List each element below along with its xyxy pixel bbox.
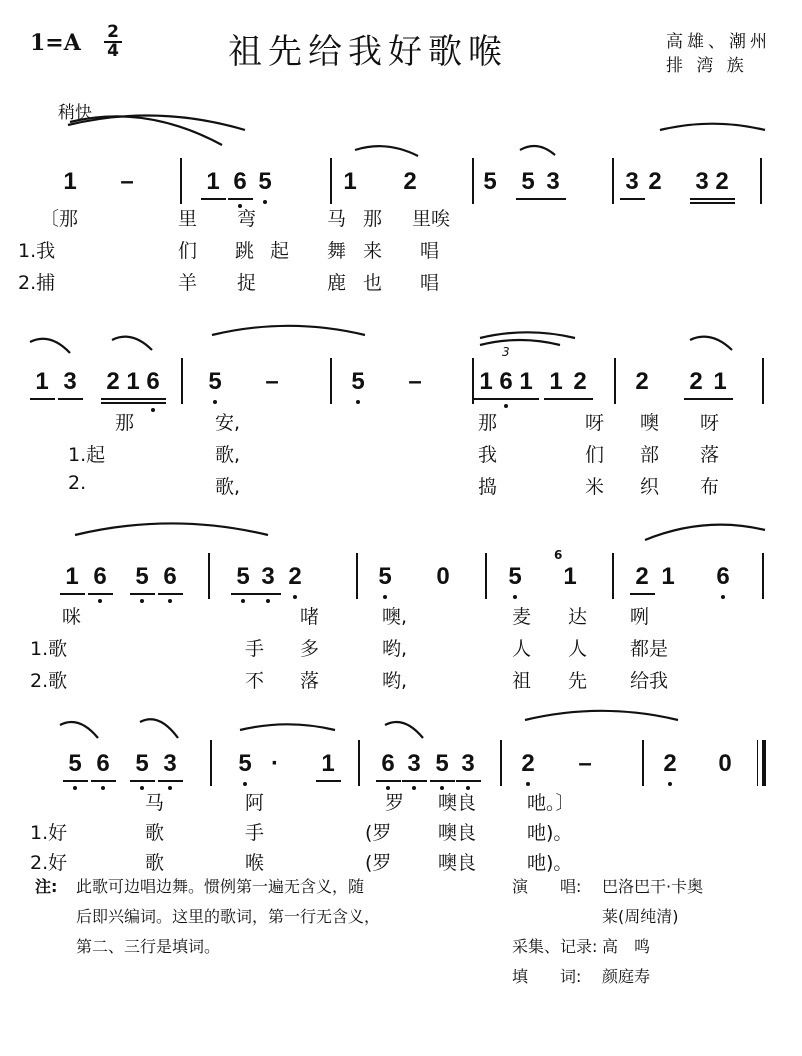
note: – xyxy=(265,368,279,395)
note: 2 xyxy=(635,563,649,590)
beam-underline xyxy=(91,780,116,782)
barline xyxy=(485,553,487,599)
lyric-syllable: 捣 xyxy=(478,476,498,498)
origin-place: 高雄、潮州 xyxy=(666,32,771,52)
slur xyxy=(212,326,365,335)
slur xyxy=(385,722,423,738)
barline xyxy=(760,158,762,204)
slur xyxy=(112,337,152,350)
beam-underline xyxy=(710,198,735,200)
lyric-syllable: 2.歌 xyxy=(30,670,68,692)
lyric-syllable: 舞 xyxy=(327,240,347,262)
beam-underline xyxy=(456,780,481,782)
time-bottom: 4 xyxy=(107,41,119,61)
barline xyxy=(208,553,210,599)
lyric-syllable: 噢良 xyxy=(438,852,477,874)
note: – xyxy=(120,168,134,195)
lyric-syllable: 也 xyxy=(363,272,383,294)
grace-note: 6 xyxy=(554,548,563,562)
note: 2 xyxy=(635,368,649,395)
note: 6 xyxy=(716,563,730,590)
low-octave-dot xyxy=(668,782,672,786)
note: 1 xyxy=(343,168,357,195)
low-octave-dot xyxy=(213,400,217,404)
beam-underline xyxy=(130,780,155,782)
note: 1 xyxy=(35,368,49,395)
lyric-syllable: 噢良 xyxy=(438,792,477,814)
note: 6 xyxy=(499,368,513,395)
lyric-syllable: 多 xyxy=(300,638,320,660)
triplet-mark: 3 xyxy=(502,345,510,359)
beam-underline xyxy=(256,593,281,595)
lyric-syllable: 1.起 xyxy=(68,444,106,466)
final-barline xyxy=(762,740,766,786)
beam-underline xyxy=(516,198,541,200)
note: 0 xyxy=(718,750,732,777)
lyric-syllable: 罗 xyxy=(385,792,405,814)
lyric-syllable: 麦 xyxy=(512,606,532,628)
lyric-syllable: 吔)。 xyxy=(527,822,573,844)
slur xyxy=(30,339,70,353)
beam-underline xyxy=(58,398,83,400)
note: 6 xyxy=(93,563,107,590)
lyric-syllable: 不 xyxy=(245,670,265,692)
barline xyxy=(612,158,614,204)
lyric-syllable: 那 xyxy=(363,208,383,230)
note: 1 xyxy=(563,563,577,590)
note: 2 xyxy=(648,168,662,195)
lyric-syllable: 歌, xyxy=(215,444,241,466)
note: 2 xyxy=(403,168,417,195)
beam-underline xyxy=(376,780,401,782)
lyric-syllable: 啫 xyxy=(300,606,320,628)
lyric-syllable: 咪 xyxy=(62,606,82,628)
lyric-syllable: 喉 xyxy=(245,852,265,874)
lyric-syllable: 马 xyxy=(145,792,165,814)
note: – xyxy=(408,368,422,395)
low-octave-dot xyxy=(168,599,172,603)
lyric-syllable: 1.歌 xyxy=(30,638,68,660)
lyric-syllable: 手 xyxy=(245,822,265,844)
low-octave-dot xyxy=(98,599,102,603)
slur xyxy=(660,124,765,130)
note: 3 xyxy=(695,168,709,195)
low-octave-dot xyxy=(504,404,508,408)
final-barline xyxy=(757,740,758,786)
footnote-line: 后即兴编词。这里的歌词，第一行无含义， xyxy=(76,907,381,926)
low-octave-dot xyxy=(721,595,725,599)
note: 1 xyxy=(126,368,140,395)
note: 1 xyxy=(63,168,77,195)
low-octave-dot xyxy=(168,786,172,790)
barline xyxy=(181,358,183,404)
lyric-syllable: 2.好 xyxy=(30,852,68,874)
note: 3 xyxy=(407,750,421,777)
beam-underline xyxy=(141,398,166,400)
barline xyxy=(180,158,182,204)
lyric-syllable: (罗 xyxy=(365,852,392,874)
slur xyxy=(480,332,575,338)
note: 5 xyxy=(135,750,149,777)
lyric-syllable: 鹿 xyxy=(327,272,347,294)
lyric-syllable: 那 xyxy=(115,412,135,434)
beam-underline xyxy=(158,593,183,595)
note: 5 xyxy=(483,168,497,195)
lyric-syllable: 歌 xyxy=(145,852,165,874)
note: – xyxy=(578,750,592,777)
barline xyxy=(612,553,614,599)
barline xyxy=(614,358,616,404)
lyric-syllable: 呀 xyxy=(585,412,605,434)
lyric-syllable: 米 xyxy=(585,476,605,498)
credit-value: 莱(周纯清) xyxy=(602,907,679,926)
barline xyxy=(358,740,360,786)
note: 6 xyxy=(163,563,177,590)
lyric-syllable: 噢 xyxy=(640,412,660,434)
beam-underline xyxy=(620,198,645,200)
note: 3 xyxy=(261,563,275,590)
slur xyxy=(480,340,560,345)
beam-underline xyxy=(201,198,226,200)
note: 6 xyxy=(96,750,110,777)
lyric-syllable: 给我 xyxy=(630,670,669,692)
beam-underline xyxy=(228,198,253,200)
lyric-syllable: 1.我 xyxy=(18,240,56,262)
beam-underline xyxy=(684,398,709,400)
lyric-syllable: 哟, xyxy=(382,638,408,660)
lyric-syllable: 吔)。 xyxy=(527,852,573,874)
low-octave-dot xyxy=(266,599,270,603)
beam-underline xyxy=(130,593,155,595)
beam-underline xyxy=(231,593,256,595)
lyric-syllable: (罗 xyxy=(365,822,392,844)
barline xyxy=(762,358,764,404)
lyric-syllable: 跳 xyxy=(235,240,255,262)
credit-value: 颜庭寿 xyxy=(602,967,651,986)
low-octave-dot xyxy=(356,400,360,404)
slur xyxy=(75,523,268,535)
note: 3 xyxy=(461,750,475,777)
note: 1 xyxy=(479,368,493,395)
footnote-line: 此歌可边唱边舞。惯例第一遍无含义，随 xyxy=(76,877,365,896)
lyric-syllable: 弯 xyxy=(237,208,257,230)
note: 2 xyxy=(573,368,587,395)
song-title: 祖先给我好歌喉 xyxy=(228,32,508,72)
lyric-syllable: 们 xyxy=(585,444,605,466)
lyric-syllable: 布 xyxy=(700,476,720,498)
lyric-syllable: 达 xyxy=(568,606,588,628)
lyric-syllable: 噢, xyxy=(382,606,408,628)
lyric-syllable: 哟, xyxy=(382,670,408,692)
lyric-syllable: 噢良 xyxy=(438,822,477,844)
lyric-syllable: 们 xyxy=(178,240,198,262)
note: 0 xyxy=(436,563,450,590)
barline xyxy=(356,553,358,599)
lyric-syllable: 捉 xyxy=(237,272,257,294)
lyric-syllable: 那 xyxy=(478,412,498,434)
beam-underline xyxy=(158,780,183,782)
lyric-syllable: 阿 xyxy=(245,792,265,814)
lyric-syllable: 歌 xyxy=(145,822,165,844)
beam-underline xyxy=(402,780,427,782)
note: 5 xyxy=(378,563,392,590)
lyric-syllable: 先 xyxy=(568,670,588,692)
lyric-syllable: 歌, xyxy=(215,476,241,498)
barline xyxy=(642,740,644,786)
footnote-line: 第二、三行是填词。 xyxy=(76,937,221,956)
credit-value: 高 鸣 xyxy=(602,937,651,956)
beam-underline xyxy=(708,398,733,400)
note: 5 xyxy=(521,168,535,195)
lyric-syllable: 2. xyxy=(68,472,87,494)
note: 2 xyxy=(689,368,703,395)
note: 1 xyxy=(65,563,79,590)
lyric-syllable: 羊 xyxy=(178,272,198,294)
low-octave-dot xyxy=(140,786,144,790)
beam-underline xyxy=(541,198,566,200)
note: 3 xyxy=(63,368,77,395)
note: 3 xyxy=(625,168,639,195)
slur xyxy=(690,337,732,350)
lyric-syllable: 起 xyxy=(270,240,290,262)
key-signature: 1=A xyxy=(30,30,81,56)
slur xyxy=(140,719,178,738)
lyric-syllable: 手 xyxy=(245,638,265,660)
low-octave-dot xyxy=(383,595,387,599)
note: · xyxy=(271,750,279,777)
origin-people: 排 湾 族 xyxy=(666,56,748,76)
beam-underline xyxy=(430,780,455,782)
note: 2 xyxy=(715,168,729,195)
slur xyxy=(60,722,98,738)
low-octave-dot xyxy=(73,786,77,790)
slur xyxy=(520,146,555,155)
lyric-syllable: 呀 xyxy=(700,412,720,434)
footnote-label: 注: xyxy=(35,877,58,896)
note: 2 xyxy=(288,563,302,590)
beam-underline xyxy=(30,398,55,400)
note: 1 xyxy=(321,750,335,777)
beam-underline xyxy=(316,780,341,782)
beam-underline xyxy=(514,398,539,400)
low-octave-dot xyxy=(263,200,267,204)
lyric-syllable: 落 xyxy=(300,670,320,692)
note: 2 xyxy=(521,750,535,777)
beam-underline xyxy=(544,398,569,400)
lyric-syllable: 人 xyxy=(512,638,532,660)
beam-underline xyxy=(141,402,166,404)
slur xyxy=(240,724,335,730)
lyric-syllable: 安, xyxy=(215,412,241,434)
lyric-syllable: 都是 xyxy=(630,638,669,660)
barline xyxy=(762,553,764,599)
beam-underline xyxy=(88,593,113,595)
low-octave-dot xyxy=(140,599,144,603)
lyric-syllable: 人 xyxy=(568,638,588,660)
note: 6 xyxy=(381,750,395,777)
barline xyxy=(210,740,212,786)
note: 1 xyxy=(713,368,727,395)
note: 5 xyxy=(351,368,365,395)
time-top: 2 xyxy=(107,22,119,42)
low-octave-dot xyxy=(293,595,297,599)
low-octave-dot xyxy=(243,782,247,786)
note: 5 xyxy=(68,750,82,777)
beam-underline xyxy=(568,398,593,400)
barline xyxy=(330,358,332,404)
lyric-syllable: 唱 xyxy=(420,240,440,262)
note: 1 xyxy=(661,563,675,590)
lyric-syllable: 1.好 xyxy=(30,822,68,844)
lyric-syllable: 马 xyxy=(327,208,347,230)
note: 5 xyxy=(135,563,149,590)
lyric-syllable: 〔那 xyxy=(40,208,79,230)
note: 5 xyxy=(258,168,272,195)
low-octave-dot xyxy=(513,595,517,599)
credit-label: 采集、记录: xyxy=(512,937,598,956)
beam-underline xyxy=(63,780,88,782)
note: 5 xyxy=(236,563,250,590)
low-octave-dot xyxy=(412,786,416,790)
note: 6 xyxy=(233,168,247,195)
lyric-syllable: 祖 xyxy=(512,670,532,692)
slur xyxy=(355,146,418,156)
barline xyxy=(472,158,474,204)
slur xyxy=(525,711,678,720)
beam-underline xyxy=(710,202,735,204)
note: 5 xyxy=(238,750,252,777)
beam-underline xyxy=(60,593,85,595)
slur xyxy=(645,525,765,540)
note: 1 xyxy=(206,168,220,195)
low-octave-dot xyxy=(101,786,105,790)
lyric-syllable: 里 xyxy=(178,208,198,230)
note: 2 xyxy=(106,368,120,395)
tempo-marking: 稍快 xyxy=(58,103,92,123)
lyric-syllable: 里唉 xyxy=(412,208,451,230)
lyric-syllable: 2.捕 xyxy=(18,272,56,294)
lyric-syllable: 咧 xyxy=(630,606,650,628)
note: 3 xyxy=(163,750,177,777)
credit-label: 演 唱: xyxy=(512,877,582,896)
beam-underline xyxy=(630,593,655,595)
lyric-syllable: 来 xyxy=(363,240,383,262)
lyric-syllable: 吔。〕 xyxy=(527,792,575,814)
footnote-text xyxy=(76,872,380,962)
lyric-syllable: 我 xyxy=(478,444,498,466)
note: 1 xyxy=(519,368,533,395)
note: 2 xyxy=(663,750,677,777)
lyric-syllable: 落 xyxy=(700,444,720,466)
barline xyxy=(500,740,502,786)
credit-value: 巴洛巴干·卡奥 xyxy=(602,877,704,896)
low-octave-dot xyxy=(151,408,155,412)
lyric-syllable: 部 xyxy=(640,444,660,466)
low-octave-dot xyxy=(241,599,245,603)
lyric-syllable: 织 xyxy=(640,476,660,498)
credits xyxy=(512,872,703,992)
credit-label: 填 词: xyxy=(512,967,582,986)
note: 5 xyxy=(208,368,222,395)
note: 5 xyxy=(435,750,449,777)
note: 3 xyxy=(546,168,560,195)
note: 5 xyxy=(508,563,522,590)
lyric-syllable: 唱 xyxy=(420,272,440,294)
barline xyxy=(330,158,332,204)
low-octave-dot xyxy=(526,782,530,786)
note: 1 xyxy=(549,368,563,395)
note: 6 xyxy=(146,368,160,395)
